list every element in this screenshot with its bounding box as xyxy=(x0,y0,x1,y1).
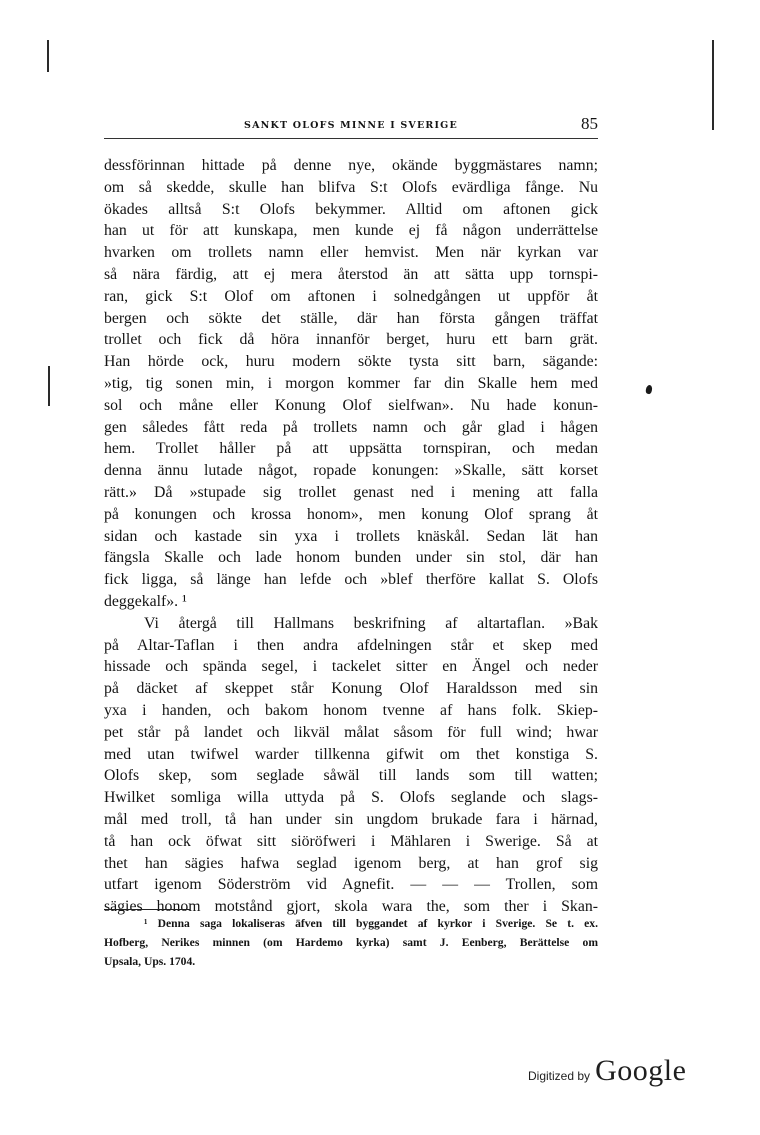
footnote-line: ¹ Denna saga lokaliseras äfven till byggandet af kyrkor i Sverige. Se t. ex. xyxy=(144,917,598,930)
text-line: sägies honom motstånd gjort, skola wara the, som ther i Skan- xyxy=(104,898,598,916)
text-line: Hwilket somliga willa uttyda på S. Olofs seglande och slags- xyxy=(104,789,598,807)
footnote-line: Hofberg, Nerikes minnen (om Hardemo kyrka) samt J. Eenberg, Berättelse om xyxy=(104,936,598,949)
text-line: på däcket af skeppet står Konung Olof Haraldsson med sin xyxy=(104,680,598,698)
footnote-rule xyxy=(104,909,190,910)
text-line: tå han ock öfwat sitt siöröfweri i Mählaren i Swerige. Så at xyxy=(104,832,598,850)
text-line: hem. Trollet håller på att uppsätta tornspiran, och medan xyxy=(104,440,598,458)
text-line: denna ännu lutade något, ropade konungen: »Skalle, sätt korset xyxy=(104,462,598,480)
page-header xyxy=(104,114,598,139)
running-head: SANKT OLOFS MINNE I SVERIGE xyxy=(244,120,458,131)
text-line: Han hörde ock, huru modern sökte tysta sitt barn, sägande: xyxy=(104,353,598,371)
watermark-prefix: Digitized by xyxy=(528,1069,591,1083)
text-line: dessförinnan hittade på denne nye, okände byggmästares namn; xyxy=(104,157,598,174)
text-line: gen således fått reda på trollets namn och går glad i hågen xyxy=(104,418,598,436)
page-number: 85 xyxy=(581,114,598,133)
page-edge-right-top xyxy=(712,40,714,130)
text-line: hissade och spända segel, i tackelet sitter en Ängel och neder xyxy=(104,658,598,676)
text-line: bergen och sökte det ställe, där han första gången träffat xyxy=(104,309,598,327)
footnotes xyxy=(104,914,598,971)
text-line: sol och måne eller Konung Olof sielfwan». Nu hade konun- xyxy=(104,396,598,414)
text-line: mål med troll, tå han under sin ungdom brukade fara i härnad, xyxy=(104,810,598,828)
text-line: utfart igenom Söderström vid Agnefit. — — — Trollen, som xyxy=(104,876,598,894)
text-line: på Altar-Taflan i then andra afdelningen står et skep med xyxy=(104,636,598,654)
text-line: sidan och kastade sin yxa i trollets knäskål. Sedan lät han xyxy=(104,527,598,545)
text-line: yxa i handen, och bakom honom tvenne af hans folk. Skiep- xyxy=(104,701,598,719)
text-line: Olofs skep, som seglade såwäl till lands som till watten; xyxy=(104,767,598,785)
text-line: Vi återgå till Hallmans beskrifning af altartaflan. »Bak xyxy=(144,614,598,632)
text-line: ran, gick S:t Olof om aftonen i solnedgången ut uppför åt xyxy=(104,287,598,305)
text-line: deggekalf». ¹ xyxy=(104,592,187,610)
text-line: rätt.» Då »stupade sig trollet genast ned i mening att falla xyxy=(104,483,598,501)
footnote-line: Upsala, Ups. 1704. xyxy=(104,955,196,968)
body-text xyxy=(104,155,598,918)
page-edge-left-top xyxy=(47,40,49,72)
text-line: thet han sägies hafwa seglad igenom berg, at han grof sig xyxy=(104,854,598,872)
text-line: han ut för att kunskapa, men kunde ej få någon underrättelse xyxy=(104,222,598,240)
text-line: med utan twifwel warder tillkenna gifwit om thet konstiga S. xyxy=(104,745,598,763)
text-line: »tig, tig sonen min, i morgon kommer far din Skalle hem med xyxy=(104,374,598,392)
page-edge-left-mid xyxy=(48,366,50,406)
text-line: så nära färdig, att ej mera återstod än att sätta upp tornspi- xyxy=(104,265,598,283)
text-line: på konungen och krossa honom», men konung Olof sprang åt xyxy=(104,505,598,523)
ink-mark xyxy=(645,384,653,394)
text-line: fick ligga, så länge han lefde och »blef therföre kallat S. Olofs xyxy=(104,571,598,589)
text-line: om så skedde, skulle han blifva S:t Olofs evärdliga fånge. Nu xyxy=(104,178,598,196)
text-line: fängsla Skalle och lade honom bunden under sin stol, där han xyxy=(104,549,598,567)
text-line: trollet och fick då höra innanför berget, huru ett barn grät. xyxy=(104,331,598,349)
watermark-brand: Google xyxy=(595,1054,687,1087)
digitized-by-watermark xyxy=(528,1054,687,1087)
text-line: pet står på landet och likväl målat såsom för full wind; hwar xyxy=(104,723,598,741)
text-line: ökades alltså S:t Olofs bekymmer. Alltid om aftonen gick xyxy=(104,200,598,218)
text-line: hvarken om trollets namn eller hemvist. Men när kyrkan var xyxy=(104,244,598,262)
